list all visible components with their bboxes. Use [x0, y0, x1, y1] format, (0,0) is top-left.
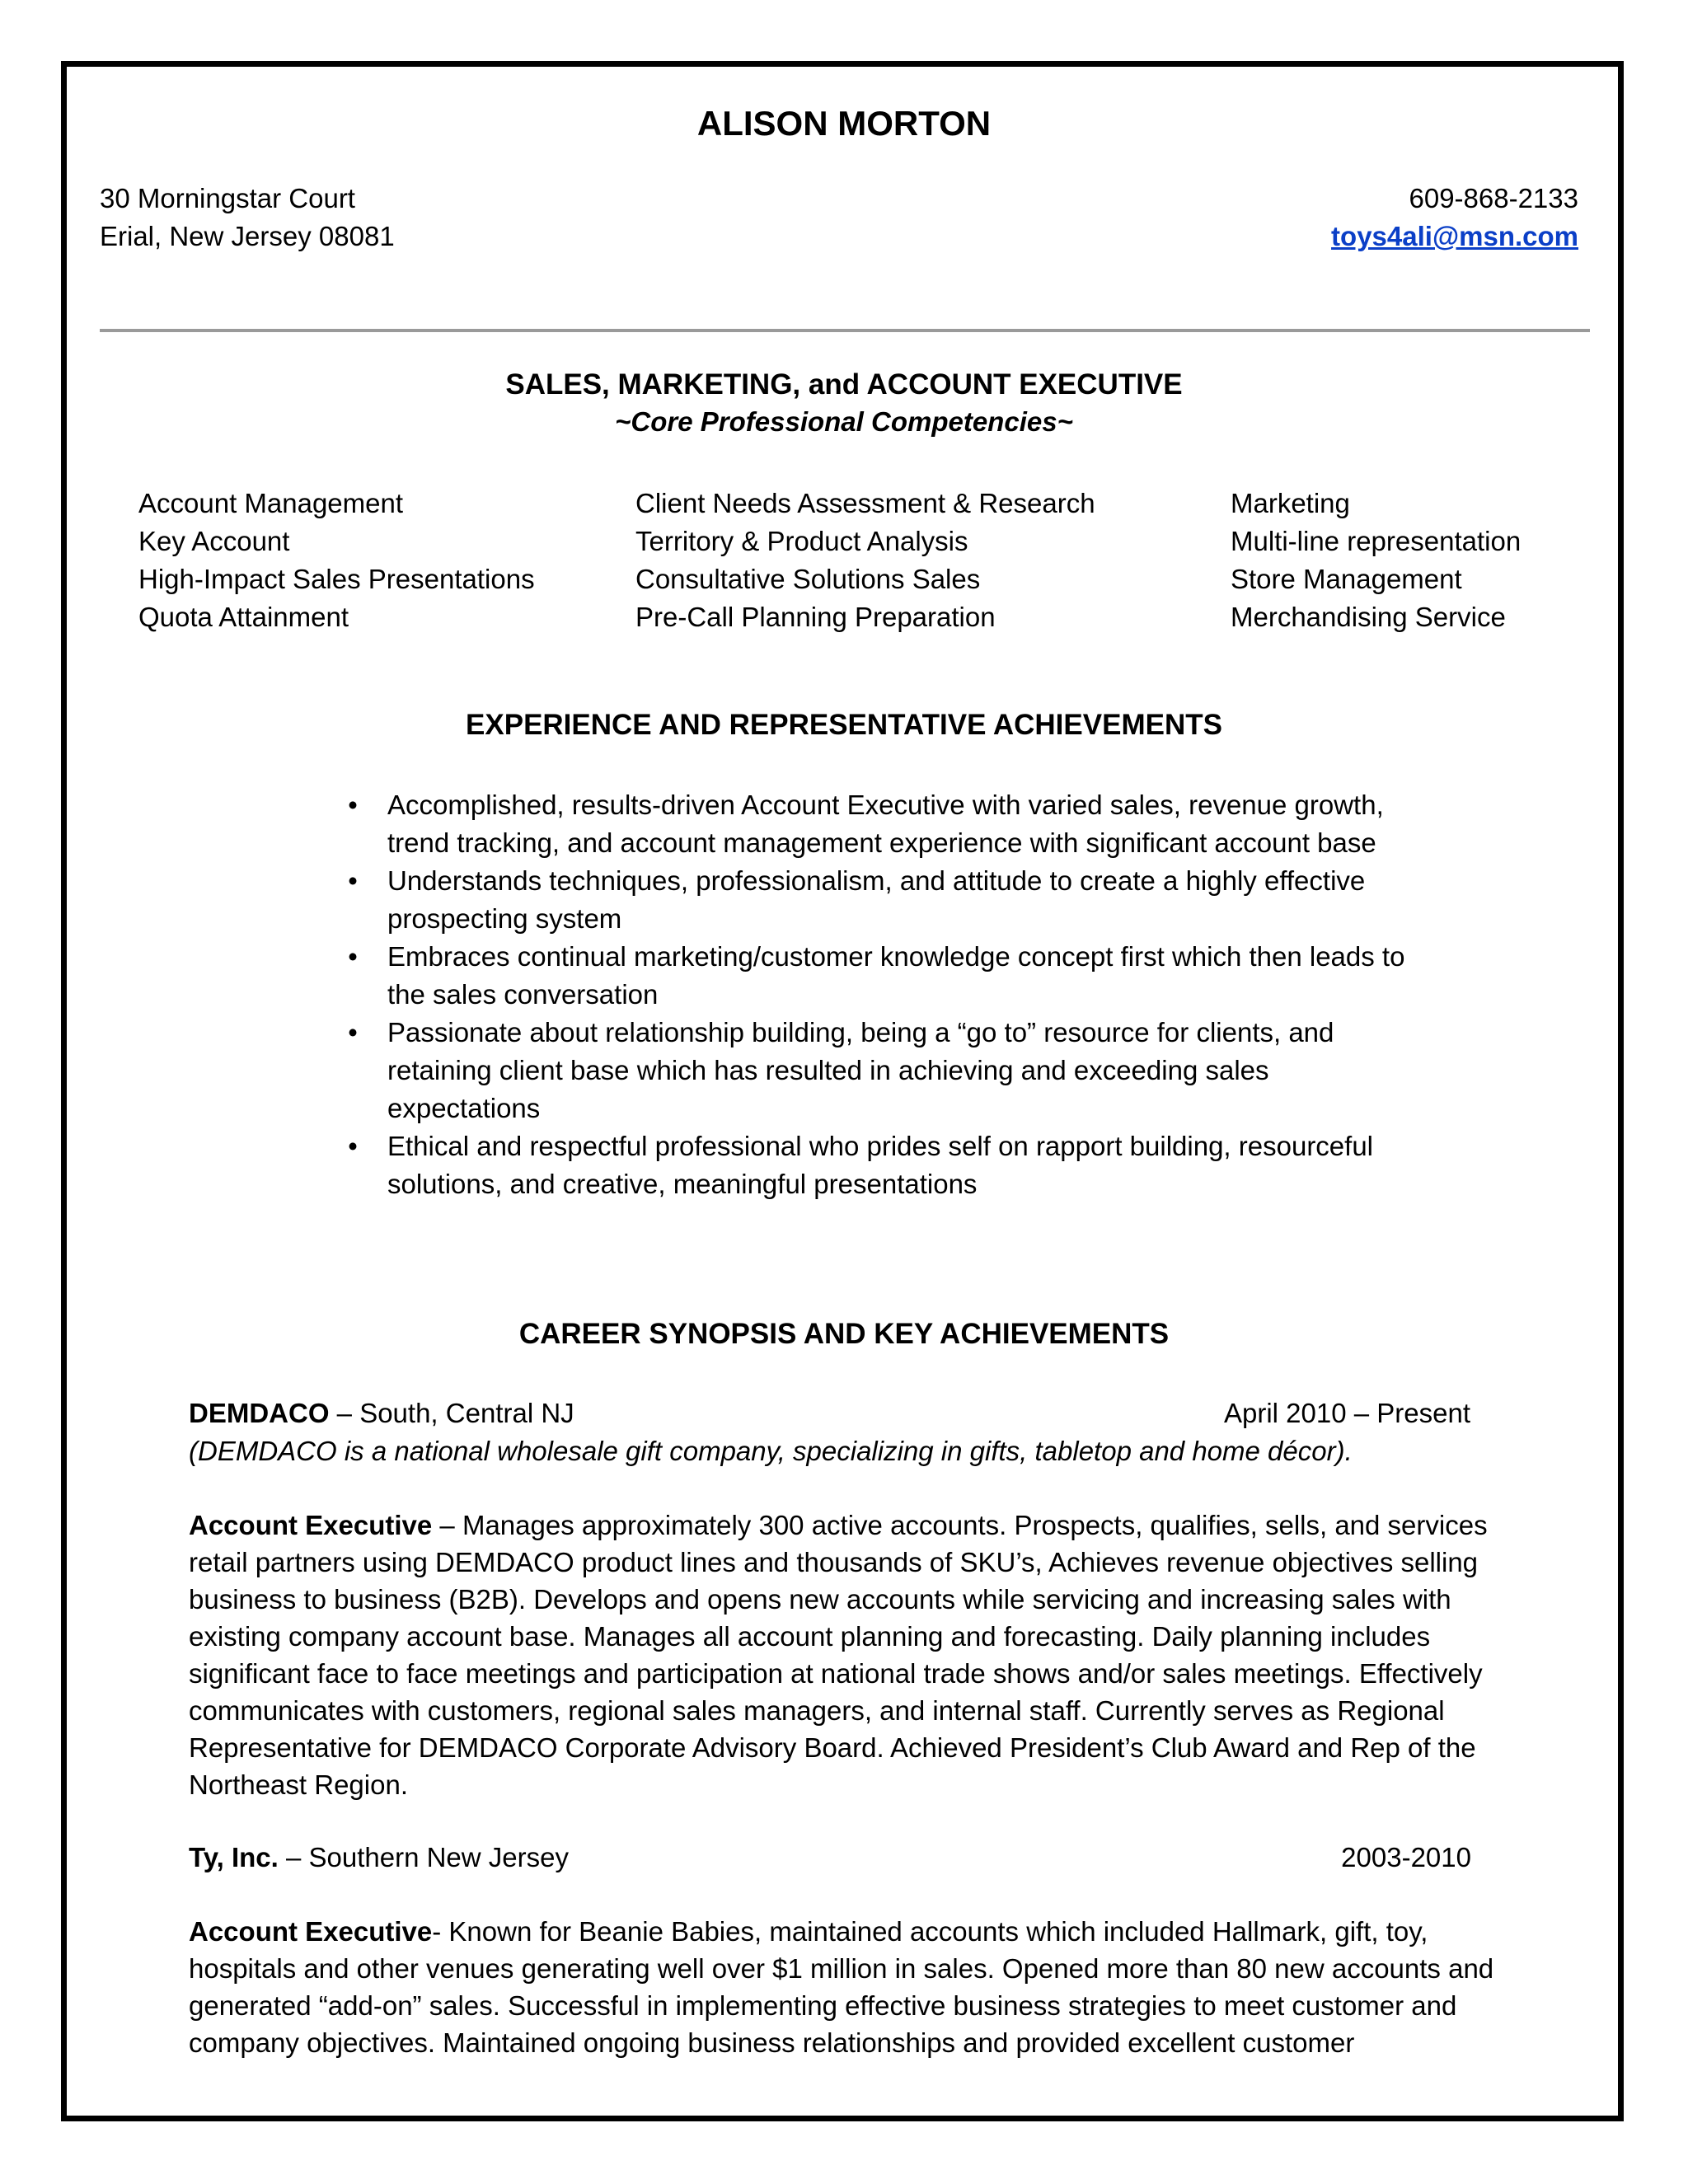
competency-item: Store Management [1231, 564, 1462, 594]
job-heading-ty [189, 1839, 569, 1877]
company-location: – Southern New Jersey [278, 1842, 569, 1872]
list-item [336, 1127, 1424, 1203]
company-name: Ty, Inc. [189, 1842, 279, 1872]
career-title: CAREER SYNOPSIS AND KEY ACHIEVEMENTS [518, 1318, 1170, 1350]
competency-item: Multi-line representation [1231, 526, 1522, 556]
competencies-subtitle: ~Core Professional Competencies~ [615, 406, 1073, 437]
job-details [189, 1913, 1524, 2061]
bullet-icon: • [348, 941, 358, 972]
competency-item: Quota Attainment [138, 602, 349, 632]
bullet-text: Passionate about relationship building, being a “go to” resource for clients, and retaining client base which has resulted in achieving and exceeding sales expectations [387, 1017, 1334, 1123]
bullet-icon: • [348, 1131, 358, 1161]
experience-title: EXPERIENCE AND REPRESENTATIVE ACHIEVEMENTS [466, 709, 1222, 741]
job-role: Account Executive [189, 1510, 433, 1540]
company-name: DEMDACO [189, 1398, 330, 1428]
company-location: – South, Central NJ [329, 1398, 574, 1428]
list-item [336, 1014, 1424, 1127]
company-description: (DEMDACO is a national wholesale gift company, specializing in gifts, tabletop and home décor). [189, 1436, 1353, 1466]
competency-item: Consultative Solutions Sales [635, 564, 981, 594]
bullet-text: Ethical and respectful professional who prides self on rapport building, resourceful solutions, and creative, meaningful presentations [387, 1131, 1374, 1199]
header-divider [100, 329, 1590, 332]
address-block [100, 180, 395, 255]
list-item [336, 786, 1424, 862]
address-line-2: Erial, New Jersey 08081 [100, 221, 395, 251]
job-role: Account Executive [189, 1916, 433, 1947]
competency-item: Account Management [138, 488, 404, 518]
job-dates: April 2010 – Present [1223, 1398, 1470, 1428]
competencies-title: SALES, MARKETING, and ACCOUNT EXECUTIVE [505, 368, 1183, 401]
address-line-1: 30 Morningstar Court [100, 183, 355, 213]
candidate-name: ALISON MORTON [696, 104, 992, 143]
competency-item: Marketing [1231, 488, 1350, 518]
email-link[interactable]: toys4ali@msn.com [1331, 221, 1578, 251]
bullet-text: Embraces continual marketing/customer knowledge concept first which then leads to the sales conversation [387, 941, 1405, 1010]
experience-bullet-list [336, 786, 1424, 1203]
competency-item: Client Needs Assessment & Research [635, 488, 1095, 518]
bullet-text: Understands techniques, professionalism, and attitude to create a highly effective prospecting system [387, 865, 1366, 934]
bullet-icon: • [348, 1017, 358, 1047]
job-details-text: – Manages approximately 300 active accounts. Prospects, qualifies, sells, and services retail partners using DEMDACO product lines and thousands of SKU’s, Achieves revenue objectives selling business to business (B2B). Develops and opens new accounts while servicing and increasing sales with existing company account base. Manages all account planning and forecasting. Daily planning includes significant face to face meetings and participation at national trade shows and/or sales meetings. Effectively communicates with customers, regional sales managers, and internal staff. Currently serves as Regional Representative for DEMDACO Corporate Advisory Board. Achieved President’s Club Award and Rep of the Northeast Region. [189, 1510, 1488, 1800]
competency-item: Territory & Product Analysis [635, 526, 968, 556]
competency-item: Key Account [138, 526, 290, 556]
competency-item: Pre-Call Planning Preparation [635, 602, 996, 632]
bullet-text: Accomplished, results-driven Account Executive with varied sales, revenue growth, trend tracking, and account management experience with significant account base [387, 790, 1384, 858]
competency-column-3 [1231, 485, 1521, 636]
contact-block [1331, 180, 1578, 255]
phone-number: 609-868-2133 [1409, 183, 1578, 213]
job-heading-demdaco [189, 1394, 574, 1432]
bullet-icon: • [348, 790, 358, 820]
competency-column-2 [635, 485, 1095, 636]
list-item [336, 938, 1424, 1014]
competency-item: High-Impact Sales Presentations [138, 564, 535, 594]
bullet-icon: • [348, 865, 358, 896]
competency-item: Merchandising Service [1231, 602, 1506, 632]
competency-column-1 [138, 485, 535, 636]
job-dates: 2003-2010 [1341, 1842, 1471, 1872]
list-item [336, 862, 1424, 938]
job-details [189, 1507, 1524, 1803]
job-details-text: - Known for Beanie Babies, maintained accounts which included Hallmark, gift, toy, hospitals and other venues generating well over $1 million in sales. Opened more than 80 new accounts and generated “add-on” sales. Successful in implementing effective business strategies to meet customer and company objectives. Maintained ongoing business relationships and provided excellent customer [189, 1916, 1494, 2058]
